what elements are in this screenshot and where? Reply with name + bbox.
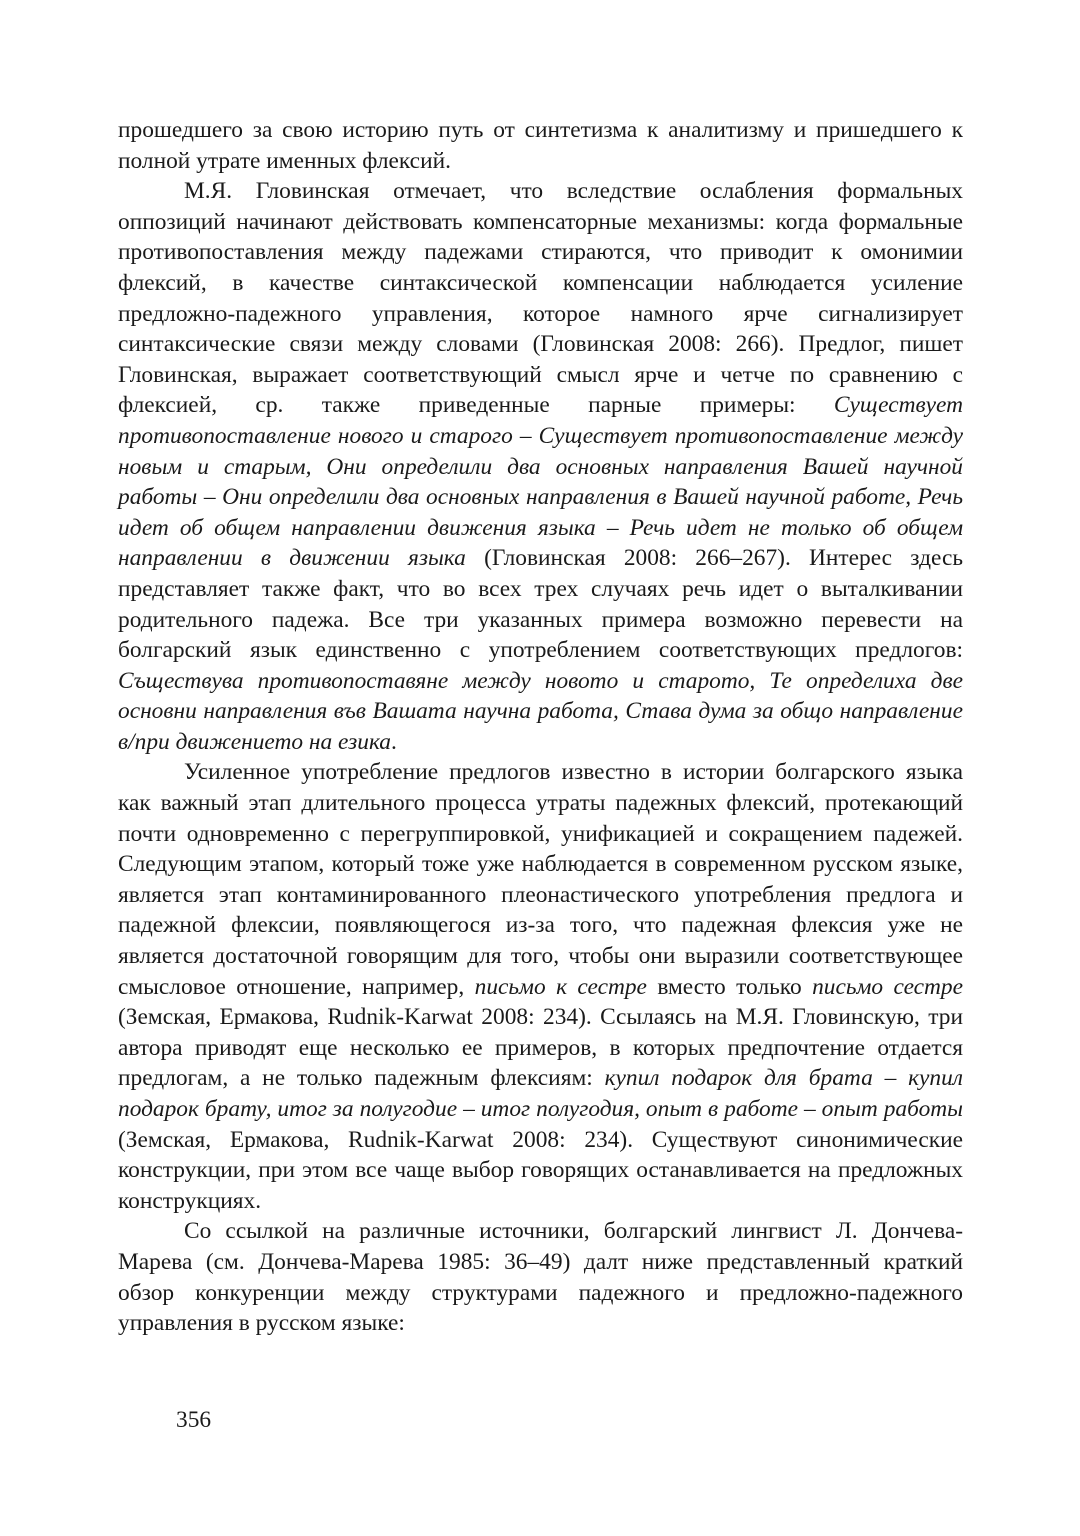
text-run: . — [391, 728, 397, 755]
text-run: вместо только — [646, 973, 813, 1000]
italic-example: купил подарок для брата – купил подарок брату, итог за полугодие – итог полугодия, опыт в работе – опыт работы — [118, 1065, 963, 1122]
paragraph-4 — [118, 1216, 963, 1338]
paragraph-2 — [118, 176, 963, 757]
text-run: Усиленное употребление предлогов известно в истории болгарского языка как важный этап длительного процесса утраты падежных флексий, протекающий почти одновременно с перегруппировкой, унификацией и сокращением падежей. Следующим этапом, который тоже уже наблюдается в современном русском языке, является этап контаминированного плеонастического употребления предлога и падежной флексии, появляющегося из-за того, что падежная флексия уже не является достаточной говорящим для того, чтобы они выразили соответствующее смысловое отношение, например, — [118, 759, 963, 1000]
text-run: прошедшего за свою историю путь от синтетизма к аналитизму и пришедшего к полной утрате именных флексий. — [118, 117, 963, 174]
text-run: (Гловинская 2008: 266–267). Интерес здесь представляет также факт, что во всех трех случаях речь идет о выталкивании родительного падежа. Все три указанных примера возможно перевести на болгарский язык единственно с употреблением соответствующих предлогов: — [118, 545, 964, 664]
italic-example: письмо к сестре — [474, 973, 647, 1000]
paragraph-3 — [118, 757, 963, 1216]
page-number: 356 — [176, 1407, 212, 1433]
italic-example: Съществува противопоставяне между новото и старото, Те определиха две основни направления във Вашата научна работа, Става дума за общо направление в/при движението на езика — [118, 667, 963, 755]
italic-example: Существует противопоставление нового и старого – Существует противопоставление между новым и старым, Они определили два основных направления Вашей научной работы – Они определили два основных направления в Вашей научной работе, Речь идет об общем направлении движения языка – Речь идет не только об общем направлении в движении языка — [118, 392, 963, 572]
text-run: (Земская, Ермакова, Rudnik-Karwat 2008: 234). Существуют синонимические конструкции, при этом все чаще выбор говорящих останавливается на предложных конструкциях. — [118, 1126, 963, 1214]
italic-example: письмо сестре — [812, 973, 964, 1000]
page-body — [118, 115, 963, 1339]
text-run: Со ссылкой на различные источники, болгарский лингвист Л. Дончева-Марева (см. Дончева-Марева 1985: 36–49) далт ниже представленный краткий обзор конкуренции между структурами падежного и предложно-падежного управления в русском языке: — [118, 1218, 963, 1337]
text-run: (Земская, Ермакова, Rudnik-Karwat 2008: 234). Ссылаясь на М.Я. Гловинскую, три автора приводят еще несколько ее примеров, в которых предпочтение отдается предлогам, а не только падежным флексиям: — [118, 1004, 963, 1092]
paragraph-1 — [118, 115, 963, 176]
text-run: М.Я. Гловинская отмечает, что вследствие ослабления формальных оппозиций начинают действовать компенсаторные механизмы: когда формальные противопоставления между падежами стираются, что приводит к омонимии флексий, в качестве синтаксической компенсации наблюдается усиление предложно-падежного управления, которое намного ярче сигнализирует синтаксические связи между словами (Гловинская 2008: 266). Предлог, пишет Гловинская, выражает соответствующий смысл ярче и четче по сравнению с флексией, ср. также приведенные парные примеры: — [118, 178, 963, 419]
